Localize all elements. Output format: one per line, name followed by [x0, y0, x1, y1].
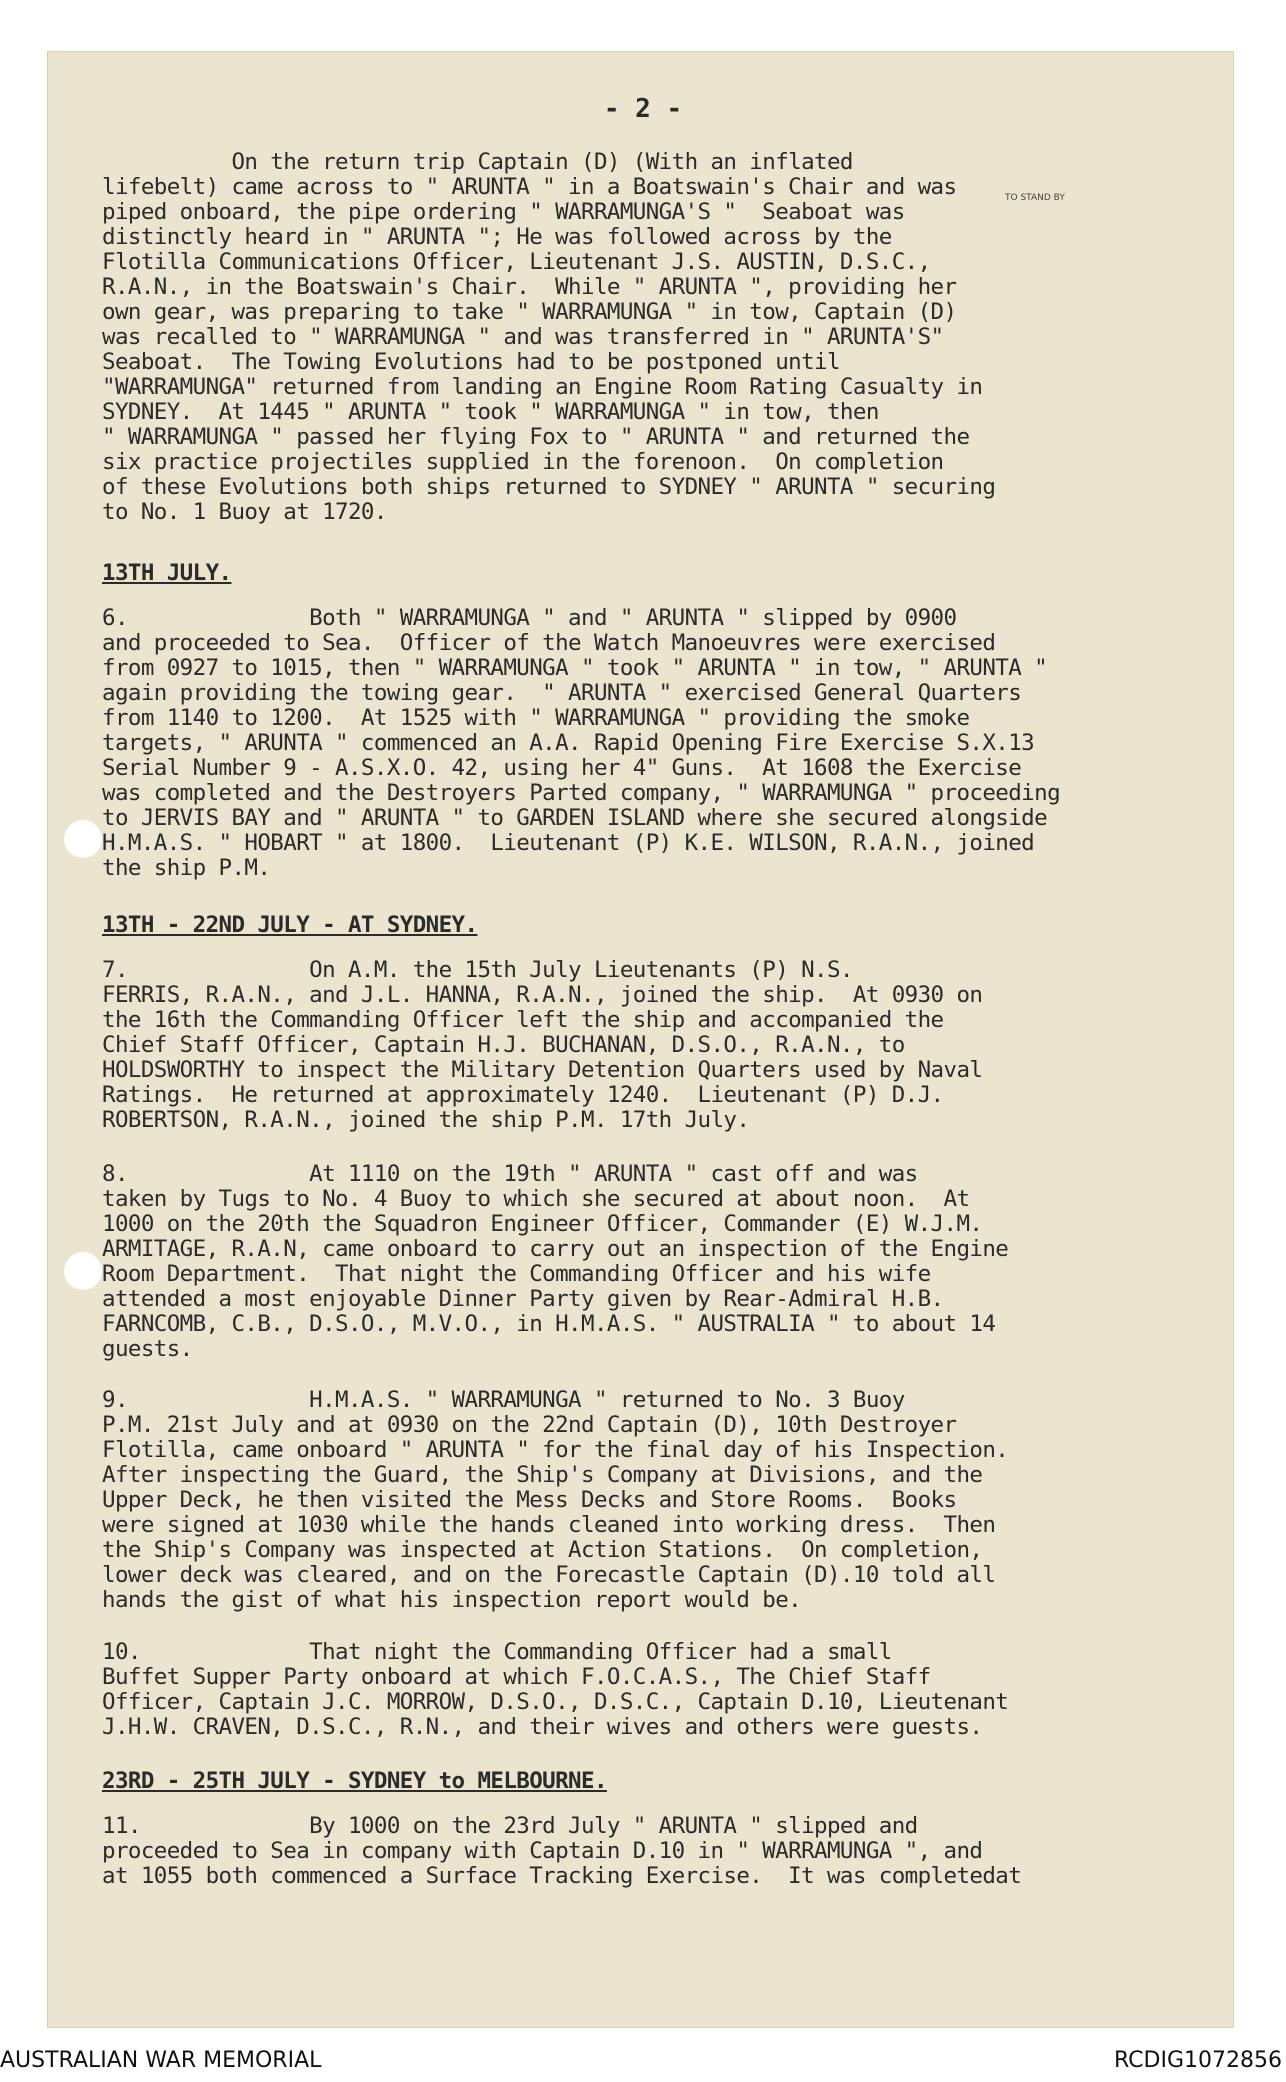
section-heading-13th-22nd-july: 13TH - 22ND JULY - AT SYDNEY.: [102, 912, 478, 938]
text-line: hands the gist of what his inspection report would be.: [102, 1587, 802, 1613]
text-line: "WARRAMUNGA" returned from landing an Engine Room Rating Casualty in: [102, 374, 983, 400]
text-line: 8. At 1110 on the 19th " ARUNTA " cast off and was: [102, 1161, 918, 1187]
text-line: lifebelt) came across to " ARUNTA " in a Boatswain's Chair and was: [102, 174, 957, 200]
paragraph-9: [102, 1388, 1202, 1613]
text-line: six practice projectiles supplied in the forenoon. On completion: [102, 449, 944, 475]
text-line: from 0927 to 1015, then " WARRAMUNGA " took " ARUNTA " in tow, " ARUNTA ": [102, 655, 1048, 681]
text-line: to JERVIS BAY and " ARUNTA " to GARDEN ISLAND where she secured alongside: [102, 805, 1048, 831]
text-line: Flotilla Communications Officer, Lieutenant J.S. AUSTIN, D.S.C.,: [102, 249, 931, 275]
text-line: 6. Both " WARRAMUNGA " and " ARUNTA " slipped by 0900: [102, 605, 957, 631]
text-line: the ship P.M.: [102, 855, 271, 881]
text-line: After inspecting the Guard, the Ship's Company at Divisions, and the: [102, 1462, 983, 1488]
text-line: attended a most enjoyable Dinner Party given by Rear-Admiral H.B.: [102, 1286, 944, 1312]
text-line: Chief Staff Officer, Captain H.J. BUCHANAN, D.S.O., R.A.N., to: [102, 1032, 905, 1058]
text-line: SYDNEY. At 1445 " ARUNTA " took " WARRAMUNGA " in tow, then: [102, 399, 879, 425]
text-line: FERRIS, R.A.N., and J.L. HANNA, R.A.N., joined the ship. At 0930 on: [102, 982, 983, 1008]
punch-hole-bottom: [64, 1252, 102, 1290]
text-line: and proceeded to Sea. Officer of the Watch Manoeuvres were exercised: [102, 630, 996, 656]
text-line: taken by Tugs to No. 4 Buoy to which she secured at about noon. At: [102, 1186, 970, 1212]
text-line: FARNCOMB, C.B., D.S.O., M.V.O., in H.M.A.S. " AUSTRALIA " to about 14: [102, 1311, 996, 1337]
text-line: the 16th the Commanding Officer left the ship and accompanied the: [102, 1007, 944, 1033]
footer-record-id: RCDIG1072856: [1113, 2048, 1282, 2073]
punch-hole-top: [64, 820, 102, 858]
text-line: the Ship's Company was inspected at Action Stations. On completion,: [102, 1537, 983, 1563]
footer-source-label: AUSTRALIAN WAR MEMORIAL: [0, 2048, 322, 2073]
text-line: of these Evolutions both ships returned to SYDNEY " ARUNTA " securing: [102, 474, 996, 500]
text-line: lower deck was cleared, and on the Forecastle Captain (D).10 told all: [102, 1562, 996, 1588]
text-line: ROBERTSON, R.A.N., joined the ship P.M. 17th July.: [102, 1107, 750, 1133]
text-line: Upper Deck, he then visited the Mess Decks and Store Rooms. Books: [102, 1487, 957, 1513]
text-line: P.M. 21st July and at 0930 on the 22nd Captain (D), 10th Destroyer: [102, 1412, 957, 1438]
paragraph-11: [102, 1814, 1202, 1889]
text-line: H.M.A.S. " HOBART " at 1800. Lieutenant (P) K.E. WILSON, R.A.N., joined: [102, 830, 1035, 856]
text-line: piped onboard, the pipe ordering " WARRAMUNGA'S " Seaboat was: [102, 199, 905, 225]
text-line: 1000 on the 20th the Squadron Engineer Officer, Commander (E) W.J.M.: [102, 1211, 983, 1237]
paragraph-6: [102, 606, 1202, 881]
text-line: Buffet Supper Party onboard at which F.O.C.A.S., The Chief Staff: [102, 1664, 931, 1690]
text-line: Ratings. He returned at approximately 1240. Lieutenant (P) D.J.: [102, 1082, 944, 1108]
paragraph-10: [102, 1640, 1202, 1740]
text-line: J.H.W. CRAVEN, D.S.C., R.N., and their wives and others were guests.: [102, 1714, 983, 1740]
text-line: Serial Number 9 - A.S.X.O. 42, using her 4" Guns. At 1608 the Exercise: [102, 755, 1022, 781]
text-line: at 1055 both commenced a Surface Tracking Exercise. It was completedat: [102, 1863, 1022, 1889]
paragraph-return-trip: [102, 150, 1202, 525]
text-line: Flotilla, came onboard " ARUNTA " for the final day of his Inspection.: [102, 1437, 1009, 1463]
text-line: distinctly heard in " ARUNTA "; He was followed across by the: [102, 224, 892, 250]
section-heading-13th-july: 13TH JULY.: [102, 560, 232, 586]
text-line: R.A.N., in the Boatswain's Chair. While " ARUNTA ", providing her: [102, 274, 957, 300]
text-line: 9. H.M.A.S. " WARRAMUNGA " returned to No. 3 Buoy: [102, 1387, 905, 1413]
page-number: - 2 -: [603, 94, 683, 124]
section-heading-23rd-25th-july: 23RD - 25TH JULY - SYDNEY to MELBOURNE.: [102, 1768, 607, 1794]
text-line: was completed and the Destroyers Parted company, " WARRAMUNGA " proceeding: [102, 780, 1061, 806]
text-line: proceeded to Sea in company with Captain D.10 in " WARRAMUNGA ", and: [102, 1838, 983, 1864]
text-line: HOLDSWORTHY to inspect the Military Detention Quarters used by Naval: [102, 1057, 983, 1083]
paragraph-7: [102, 958, 1202, 1133]
text-line: Room Department. That night the Commanding Officer and his wife: [102, 1261, 931, 1287]
paragraph-8: [102, 1162, 1202, 1362]
text-line: Seaboat. The Towing Evolutions had to be postponed until: [102, 349, 840, 375]
text-line: guests.: [102, 1336, 193, 1362]
text-line: 7. On A.M. the 15th July Lieutenants (P) N.S.: [102, 957, 853, 983]
text-line: targets, " ARUNTA " commenced an A.A. Rapid Opening Fire Exercise S.X.13: [102, 730, 1035, 756]
handwritten-annotation: TO STAND BY: [1005, 193, 1065, 203]
text-line: own gear, was preparing to take " WARRAMUNGA " in tow, Captain (D): [102, 299, 957, 325]
text-line: 11. By 1000 on the 23rd July " ARUNTA " slipped and: [102, 1813, 918, 1839]
text-line: 10. That night the Commanding Officer had a small: [102, 1639, 892, 1665]
text-line: again providing the towing gear. " ARUNTA " exercised General Quarters: [102, 680, 1022, 706]
text-line: ARMITAGE, R.A.N, came onboard to carry out an inspection of the Engine: [102, 1236, 1009, 1262]
text-line: to No. 1 Buoy at 1720.: [102, 499, 387, 525]
text-line: from 1140 to 1200. At 1525 with " WARRAMUNGA " providing the smoke: [102, 705, 970, 731]
text-line: was recalled to " WARRAMUNGA " and was transferred in " ARUNTA'S": [102, 324, 944, 350]
text-line: On the return trip Captain (D) (With an inflated: [102, 149, 853, 175]
text-line: were signed at 1030 while the hands cleaned into working dress. Then: [102, 1512, 996, 1538]
text-line: Officer, Captain J.C. MORROW, D.S.O., D.S.C., Captain D.10, Lieutenant: [102, 1689, 1009, 1715]
text-line: " WARRAMUNGA " passed her flying Fox to " ARUNTA " and returned the: [102, 424, 970, 450]
